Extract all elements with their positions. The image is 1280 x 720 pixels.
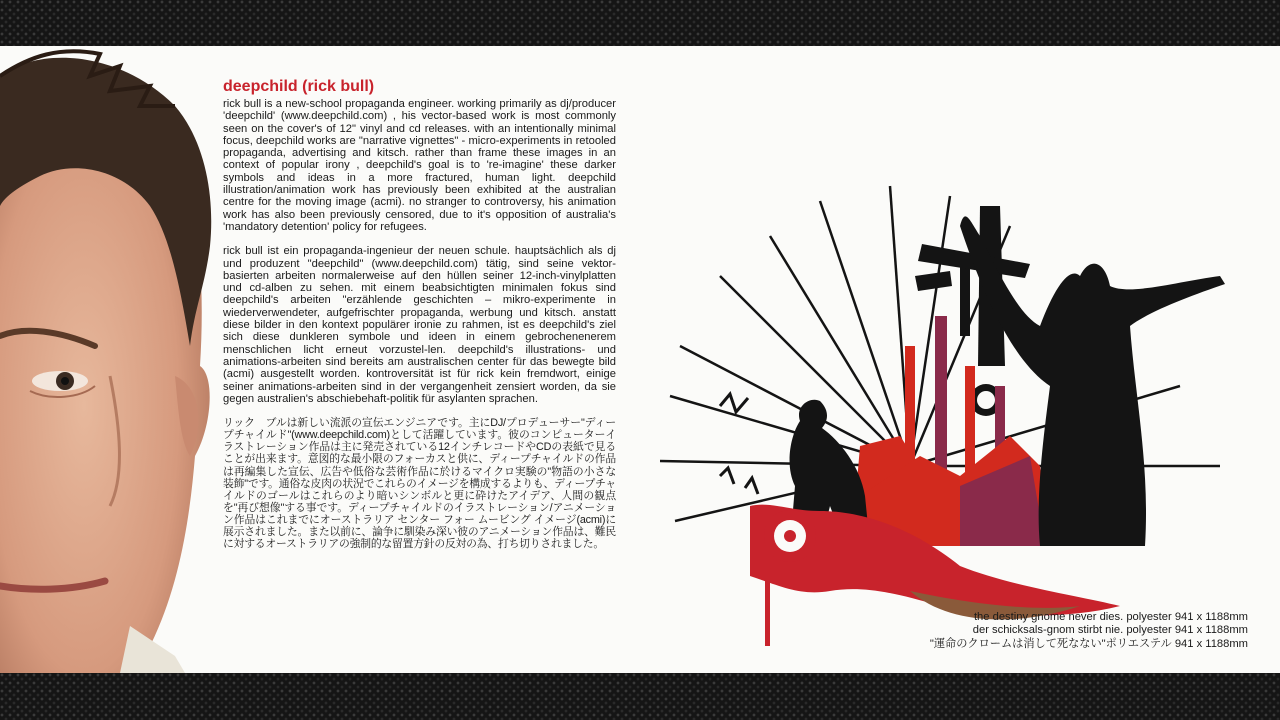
bio-text-column bbox=[223, 78, 616, 550]
bottom-texture-band bbox=[0, 673, 1280, 720]
bio-english: rick bull is a new-school propaganda engineer. working primarily as dj/producer 'deepchild' (www.deepchild.com) , his vector-based work is most commonly seen on the cover's of 12" vinyl and cd releases. with an intentionally minimal focus, deepchild works are "narrative vignettes" - micro-experiments in retooled propaganda, advertising and kitsch. rather than frame these images in an context of popular irony , deepchild's goal is to 're-imagine' these darker symbols and ideas in a more fractured, human light. deepchild illustration/animation work has previously been exhibited at the australian centre for the moving image (acmi). no stranger to controversy, his animation work has also been previously censored, due to it's opposition of australia's 'mandatory detention' policy for refugees. bbox=[223, 98, 616, 233]
caption-english: the destiny gnome never dies. polyester 941 x 1188mm bbox=[973, 611, 1248, 623]
bio-german: rick bull ist ein propaganda-ingenieur der neuen schule. hauptsächlich als dj und produzent "deepchild" (www.deepchild.com) tätig, sind seine vektor-basierten arbeiten normalerweise auf den hüllen seiner 12-inch-vinylplatten und cd-alben zu sehen. mit einem beabsichtigten minimalen fokus sind deepchild's arbeiten "erzählende geschichten – mikro-experimente in wiederverwendeter, aufgefrischter propaganda, werbung und kitsch. anstatt diese bilder in den kontext populärer ironie zu rahmen, ist es deepchild's ziel sich diese dunkleren symbole und ideen in einem gebrochenenerem menschlichen licht erneut vorzustel-len. deepchild's illustrations- und animations-arbeiten sind bereits am australischen center für das bewegte bild (acmi) ausgestellt worden. kontroversität ist für rick kein fremdwort, einige seiner animations-arbeiten sind in der vergangenheit zensiert worden, da sie gegen australien's abschiebehaft-politik für asylanten sprachen. bbox=[223, 245, 616, 405]
artwork-caption bbox=[930, 611, 1248, 651]
booklet-page bbox=[0, 46, 1280, 673]
artist-portrait bbox=[0, 46, 230, 673]
caption-german: der schicksals-gnom stirbt nie. polyester 941 x 1188mm bbox=[972, 624, 1248, 637]
propaganda-artwork bbox=[660, 166, 1260, 646]
caption-japanese: "運命のクロームは消して死なない"ポリエステル 941 x 1188mm bbox=[929, 637, 1248, 650]
top-texture-band bbox=[0, 0, 1280, 46]
artist-title: deepchild (rick bull) bbox=[223, 78, 375, 95]
bio-japanese: リック ブルは新しい流派の宣伝エンジニアです。主にDJ/プロデューサー"ディープチャイルド"(www.deepchild.com)として活躍しています。彼のコンピューターイラストレーション作品は主に発売されている12インチレコードやCDの表紙で見ることが出来ます。意図的な最小限のフォーカスと供に、ディープチャイルドの作品は再編集した宣伝、広告や低俗な芸術作品に於けるマイクロ実験の"物語の小さな装飾"です。通俗な皮肉の状況でこれらのイメージを構成するよりも、ディープチャイルドのゴールはこれらのより暗いシンボルと更に砕けたアイデア、人間の観点を"再び想像"する事です。ディープチャイルドのイラストレーション/アニメーション作品はこれまでにオーストラリア センター フォー ムービング イメージ(acmi)に展示されました。また以前に、論争に馴染み深い彼のアニメーション作品は、難民に対するオーストラリアの強制的な留置方針の反対の為、打ち切りされました。 bbox=[223, 417, 616, 551]
